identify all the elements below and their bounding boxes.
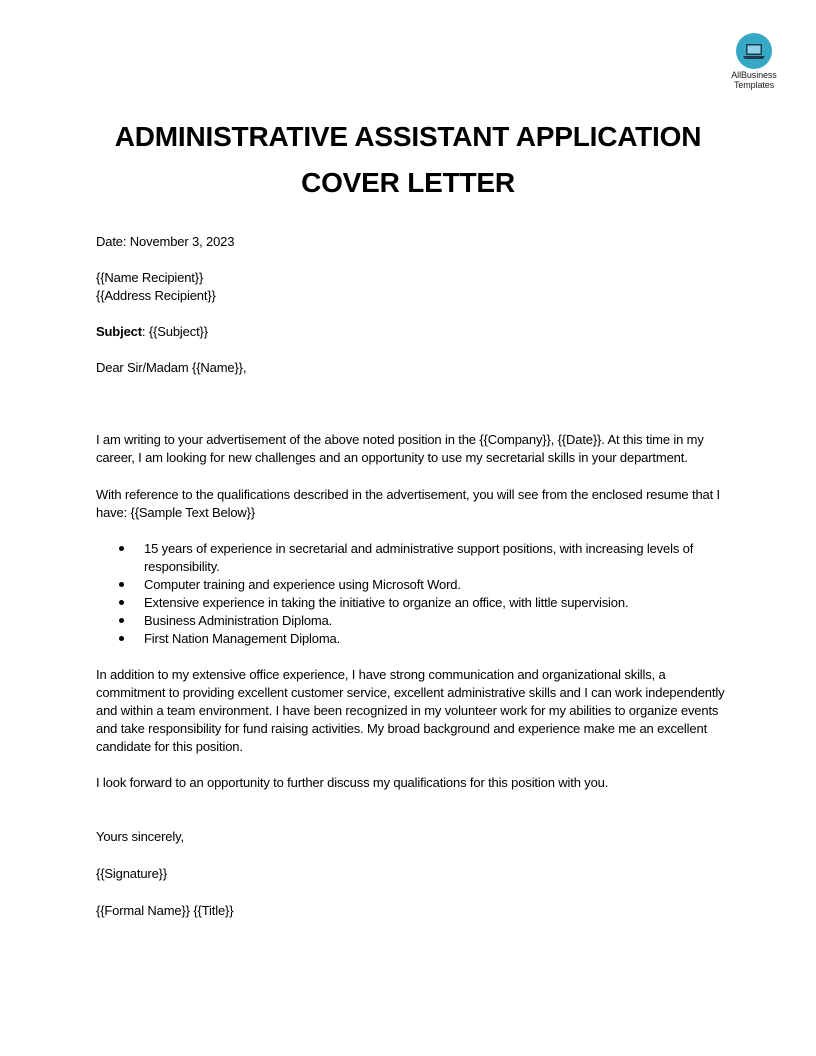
title-line-2: COVER LETTER bbox=[301, 167, 515, 198]
bullet-dot bbox=[119, 600, 124, 605]
subject-line bbox=[96, 323, 726, 341]
bullet-dot bbox=[119, 636, 124, 641]
list-item-text: First Nation Management Diploma. bbox=[144, 631, 341, 646]
signature-placeholder: {{Signature}} bbox=[96, 866, 168, 881]
list-item bbox=[144, 540, 726, 576]
letter-date: Date: November 3, 2023 bbox=[96, 234, 235, 249]
qualifications-list bbox=[96, 540, 726, 648]
allbusiness-templates-logo bbox=[718, 33, 790, 90]
list-item bbox=[144, 612, 726, 630]
logo-text-line1: AllBusiness bbox=[731, 70, 777, 80]
bullet-dot bbox=[119, 546, 124, 551]
bullet-dot bbox=[119, 618, 124, 623]
subject-label: Subject bbox=[96, 324, 142, 339]
title-line-1: ADMINISTRATIVE ASSISTANT APPLICATION bbox=[114, 121, 702, 152]
salutation: Dear Sir/Madam {{Name}}, bbox=[96, 360, 247, 375]
document-title bbox=[60, 114, 756, 206]
paragraph-closing: I look forward to an opportunity to further discuss my qualifications for this position with you. bbox=[96, 775, 609, 790]
letter-body bbox=[96, 233, 726, 920]
list-item-text: Extensive experience in taking the initiative to organize an office, with little supervision. bbox=[144, 595, 629, 610]
formal-name-title: {{Formal Name}} {{Title}} bbox=[96, 903, 234, 918]
list-item bbox=[144, 576, 726, 594]
logo-text bbox=[718, 70, 790, 90]
logo-text-line2: Templates bbox=[733, 80, 775, 90]
logo-circle bbox=[736, 33, 772, 69]
list-item bbox=[144, 594, 726, 612]
recipient-address: {{Address Recipient}} bbox=[96, 288, 216, 303]
bullet-dot bbox=[119, 582, 124, 587]
laptop-icon bbox=[736, 33, 772, 69]
list-item-text: Business Administration Diploma. bbox=[144, 613, 333, 628]
subject-value: : {{Subject}} bbox=[141, 324, 208, 339]
paragraph-experience: In addition to my extensive office experience, I have strong communication and organizational skills, a commitment to providing excellent customer service, excellent administrative skills and I can work independently and within a team environment. I have been recognized in my volunteer work for my abilities to organize events and take responsibility for fund raising activities. My broad background and experience make me an excellent candidate for this position. bbox=[96, 667, 725, 754]
list-item-text: Computer training and experience using Microsoft Word. bbox=[144, 577, 461, 592]
list-item bbox=[144, 630, 726, 648]
recipient-name: {{Name Recipient}} bbox=[96, 270, 204, 285]
list-item-text: 15 years of experience in secretarial and administrative support positions, with increasing levels of responsibility. bbox=[144, 541, 694, 574]
paragraph-qualifications: With reference to the qualifications described in the advertisement, you will see from the enclosed resume that I have: {{Sample Text Below}} bbox=[96, 487, 720, 520]
closing-phrase: Yours sincerely, bbox=[96, 829, 184, 844]
paragraph-intro: I am writing to your advertisement of the above noted position in the {{Company}}, {{Date}}. At this time in my career, I am looking for new challenges and an opportunity to use my secretarial skills in your department. bbox=[96, 432, 704, 465]
